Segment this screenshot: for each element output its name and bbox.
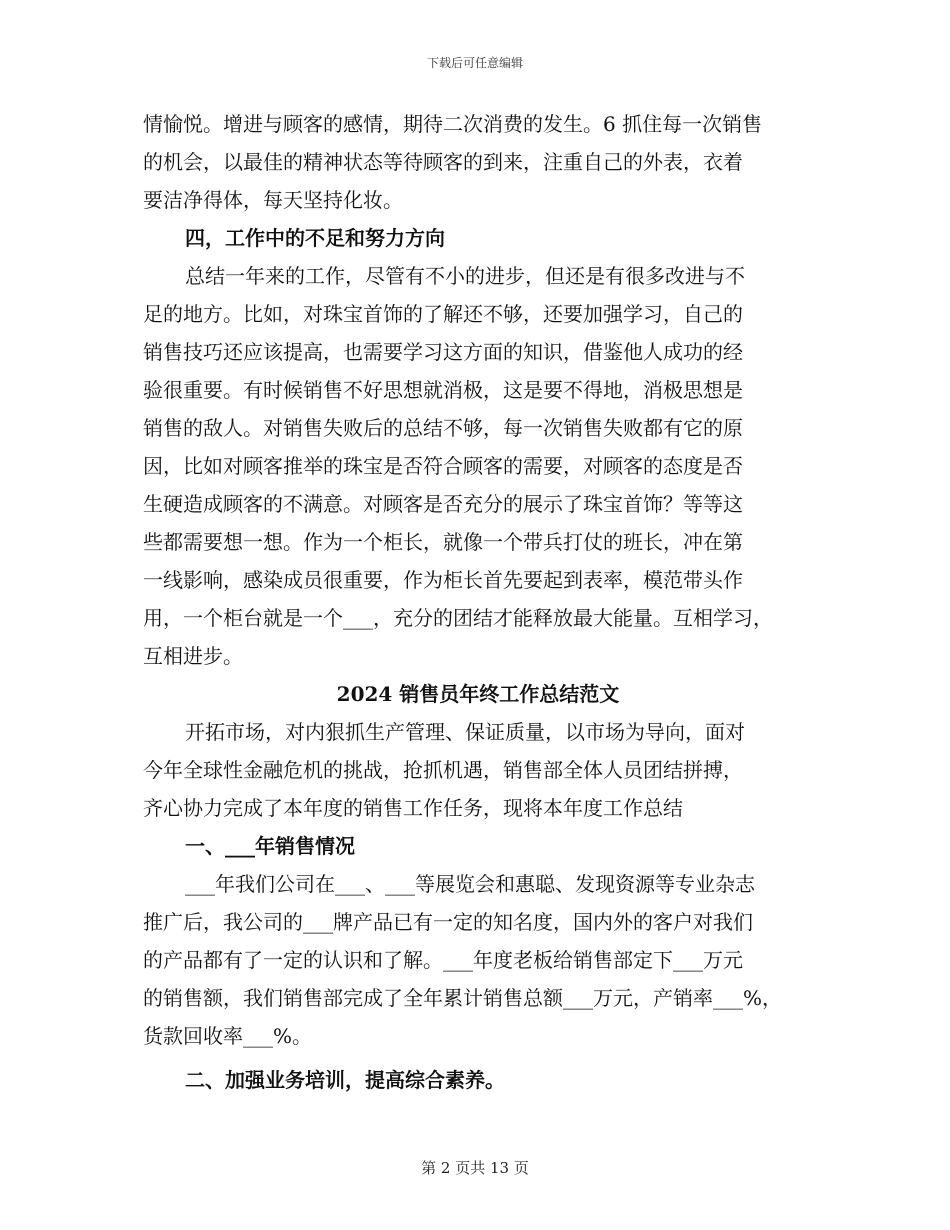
text-line: 足的地方。比如，对珠宝首饰的了解还不够，还要加强学习，自己的 — [143, 302, 743, 326]
paragraph-customer-care — [143, 105, 813, 219]
section-heading-4: 四，工作中的不足和努力方向 — [185, 226, 445, 250]
text-line: 总结一年来的工作，尽管有不小的进步，但还是有很多改进与不 — [185, 264, 745, 288]
text-line: 的产品都有了一定的认识和了解。___年度老板给销售部定下___万元 — [143, 948, 743, 972]
text-line: 货款回收率___%。 — [143, 1024, 313, 1048]
document-body — [143, 105, 813, 1099]
text-line: 一线影响，感染成员很重要，作为柜长首先要起到表率，模范带头作 — [143, 568, 743, 592]
section-heading-1: 一、___年销售情况 — [185, 834, 355, 858]
text-line: 的销售额，我们销售部完成了全年累计销售总额___万元，产销率___%， — [143, 986, 783, 1010]
text-line: 些都需要想一想。作为一个柜长，就像一个带兵打仗的班长，冲在第 — [143, 530, 743, 554]
paragraph-shortcomings — [143, 257, 813, 675]
text-line: 销售技巧还应该提高，也需要学习这方面的知识，借鉴他人成功的经 — [143, 340, 743, 364]
text-line: 情愉悦。增进与顾客的感情，期待二次消费的发生。6 抓住每一次销售 — [143, 112, 763, 136]
text-line: 要洁净得体，每天坚持化妆。 — [143, 188, 403, 212]
section-heading-2: 二、加强业务培训，提高综合素养。 — [185, 1068, 505, 1092]
text-line: 齐心协力完成了本年度的销售工作任务，现将本年度工作总结 — [143, 796, 683, 820]
document-title: 2024 销售员年终工作总结范文 — [336, 682, 620, 706]
text-line: 销售的敌人。对销售失败后的总结不够，每一次销售失败都有它的原 — [143, 416, 743, 440]
paragraph-intro — [143, 713, 813, 827]
page-header: 下载后可任意编辑 — [426, 56, 523, 70]
text-line: 今年全球性金融危机的挑战，抢抓机遇，销售部全体人员团结拼搏， — [143, 758, 743, 782]
text-line: 推广后，我公司的___牌产品已有一定的知名度，国内外的客户对我们 — [143, 910, 753, 934]
text-line: 生硬造成顾客的不满意。对顾客是否充分的展示了珠宝首饰？等等这 — [143, 492, 743, 516]
text-line: 验很重要。有时候销售不好思想就消极，这是要不得地，消极思想是 — [143, 378, 743, 402]
text-line: ___年我们公司在___、___等展览会和惠聪、发现资源等专业杂志 — [185, 872, 755, 896]
paragraph-sales-status — [143, 865, 813, 1055]
text-line: 因，比如对顾客推举的珠宝是否符合顾客的需要，对顾客的态度是否 — [143, 454, 743, 478]
page-footer: 第 2 页共 13 页 — [421, 1159, 529, 1177]
text-line: 开拓市场，对内狠抓生产管理、保证质量，以市场为导向，面对 — [185, 720, 745, 744]
text-line: 互相进步。 — [143, 644, 243, 668]
text-line: 用，一个柜台就是一个___，充分的团结才能释放最大能量。互相学习， — [143, 606, 773, 630]
text-line: 的机会，以最佳的精神状态等待顾客的到来，注重自己的外表，衣着 — [143, 150, 743, 174]
